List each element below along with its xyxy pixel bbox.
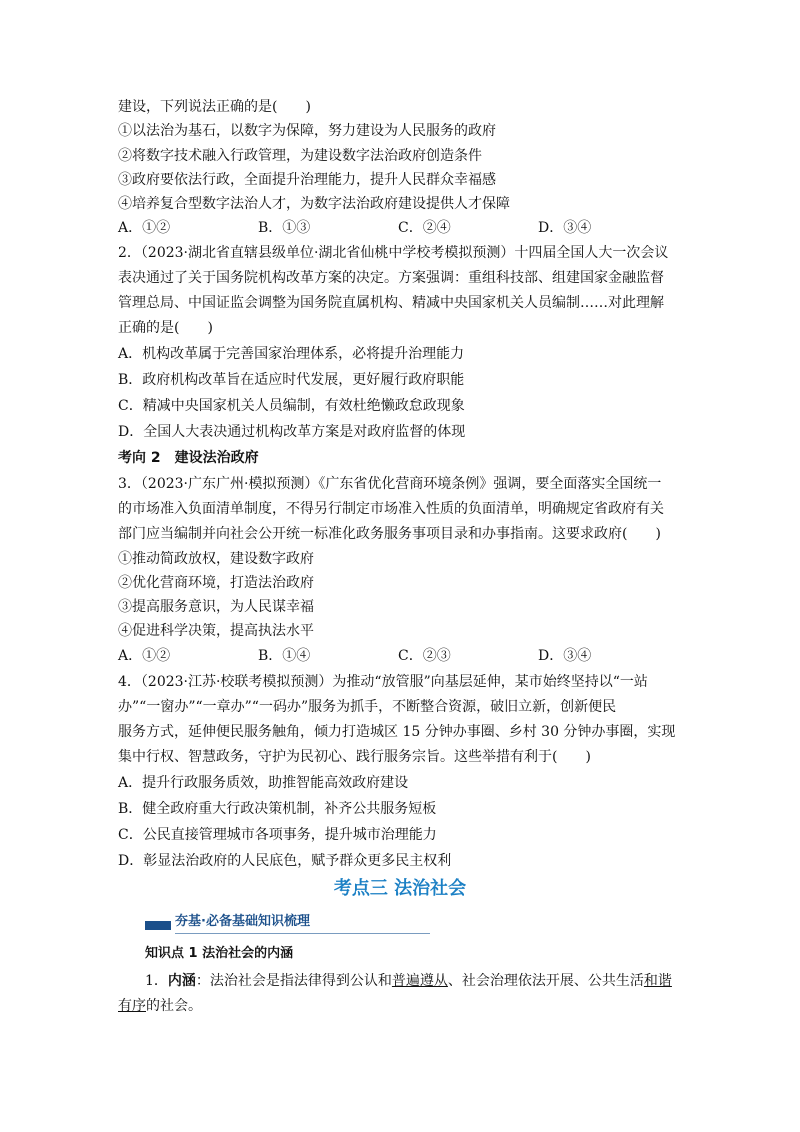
q4-stem-line-4: 集中行权、智慧政务，守护为民初心、践行服务宗旨。这些举措有利于( ) [118,749,591,765]
banner-label: 夯基·必备基础知识梳理 [175,914,310,929]
section-heading: 考点三 法治社会 [333,878,467,899]
banner-underline [175,933,430,934]
q3-option-c: C．②③ [398,648,451,664]
q1-item-1: ①以法治为基石，以数字为保障，努力建设为人民服务的政府 [118,123,496,139]
q2-stem-line-2: 表决通过了关于国务院机构改革方案的决定。方案强调：重组科技部、组建国家金融监督 [118,270,664,286]
q2-option-d: D．全国人大表决通过机构改革方案是对政府监督的体现 [118,424,466,440]
q3-item-4: ④促进科学决策，提高执法水平 [118,623,314,639]
section-2-title: 考向 2 建设法治政府 [118,450,259,466]
knowledge-underline-1: 普遍遵从 [391,973,448,989]
q4-option-a: A．提升行政服务质效，助推智能高效政府建设 [118,775,409,791]
q3-item-1: ①推动简政放权，建设数字政府 [118,551,314,567]
q4-option-d: D．彰显法治政府的人民底色，赋予群众更多民主权利 [118,853,452,869]
q4-option-c: C．公民直接管理城市各项事务，提升城市治理能力 [118,827,437,843]
q1-item-4: ④培养复合型数字法治人才，为数字法治政府建设提供人才保障 [118,196,510,212]
knowledge-point-title: 知识点 1 法治社会的内涵 [145,946,294,961]
section-banner [145,912,430,934]
q3-option-a: A．①② [118,648,171,664]
q1-option-d: D．③④ [538,220,592,236]
q3-option-b: B．①④ [258,648,311,664]
q3-stem-line-2: 的市场准入负面清单制度，不得另行制定市场准入性质的负面清单，明确规定省政府有关 [118,501,664,517]
q4-option-b: B．健全政府重大行政决策机制，补齐公共服务短板 [118,801,437,817]
knowledge-num: 1． [145,973,168,989]
q3-option-d: D．③④ [538,648,592,664]
knowledge-underline-3: 有序 [118,998,146,1014]
q1-item-3: ③政府要依法行政，全面提升治理能力，提升人民群众幸福感 [118,172,496,188]
knowledge-text-1: ：法治社会是指法律得到公认和 [195,973,392,989]
q4-stem-line-2: 办”“一窗办”“一章办”“一码办”服务为抓手，不断整合资源，破旧立新，创新便民 [118,699,617,715]
q1-option-c: C．②④ [398,220,451,236]
q3-stem-line-1: 3．（2023·广东广州·模拟预测）《广东省优化营商环境条例》强调，要全面落实全国统一 [118,476,662,492]
knowledge-text-2: 、社会治理依法开展、公共生活 [447,973,644,989]
q3-item-3: ③提高服务意识，为人民谋幸福 [118,599,314,615]
knowledge-line-1 [145,971,672,991]
knowledge-term: 内涵 [167,973,196,989]
knowledge-underline-2: 和谐 [643,973,672,989]
q1-stem-end: 建设，下列说法正确的是( ) [118,99,311,115]
knowledge-line-2 [118,996,202,1016]
q3-stem-line-3: 部门应当编制并向社会公开统一标准化政务服务事项目录和办事指南。这要求政府( ) [118,526,661,542]
banner-bar-decoration [145,921,171,930]
q2-stem-line-1: 2．（2023·湖北省直辖县级单位·湖北省仙桃中学校考模拟预测）十四届全国人大一次会议 [118,245,669,261]
q4-stem-line-1: 4．（2023·江苏·校联考模拟预测）为推动“放管服”向基层延伸，某市始终坚持以“一站 [118,674,648,690]
q1-option-a: A．①② [118,220,171,236]
q2-option-b: B．政府机构改革旨在适应时代发展，更好履行政府职能 [118,372,465,388]
q2-stem-line-3: 管理总局、中国证监会调整为国务院直属机构、精减中央国家机关人员编制……对此理解 [118,295,664,311]
q2-stem-line-4: 正确的是( ) [118,320,213,336]
q1-item-2: ②将数字技术融入行政管理，为建设数字法治政府创造条件 [118,148,482,164]
q4-stem-line-3: 服务方式，延伸便民服务触角，倾力打造城区 15 分钟办事圈、乡村 30 分钟办事圈，实现 [118,724,676,740]
knowledge-text-3: 的社会。 [146,998,202,1014]
q2-option-c: C．精减中央国家机关人员编制，有效杜绝懒政怠政现象 [118,398,465,414]
q1-option-b: B．①③ [258,220,311,236]
q2-option-a: A．机构改革属于完善国家治理体系，必将提升治理能力 [118,346,465,362]
q3-item-2: ②优化营商环境，打造法治政府 [118,575,314,591]
